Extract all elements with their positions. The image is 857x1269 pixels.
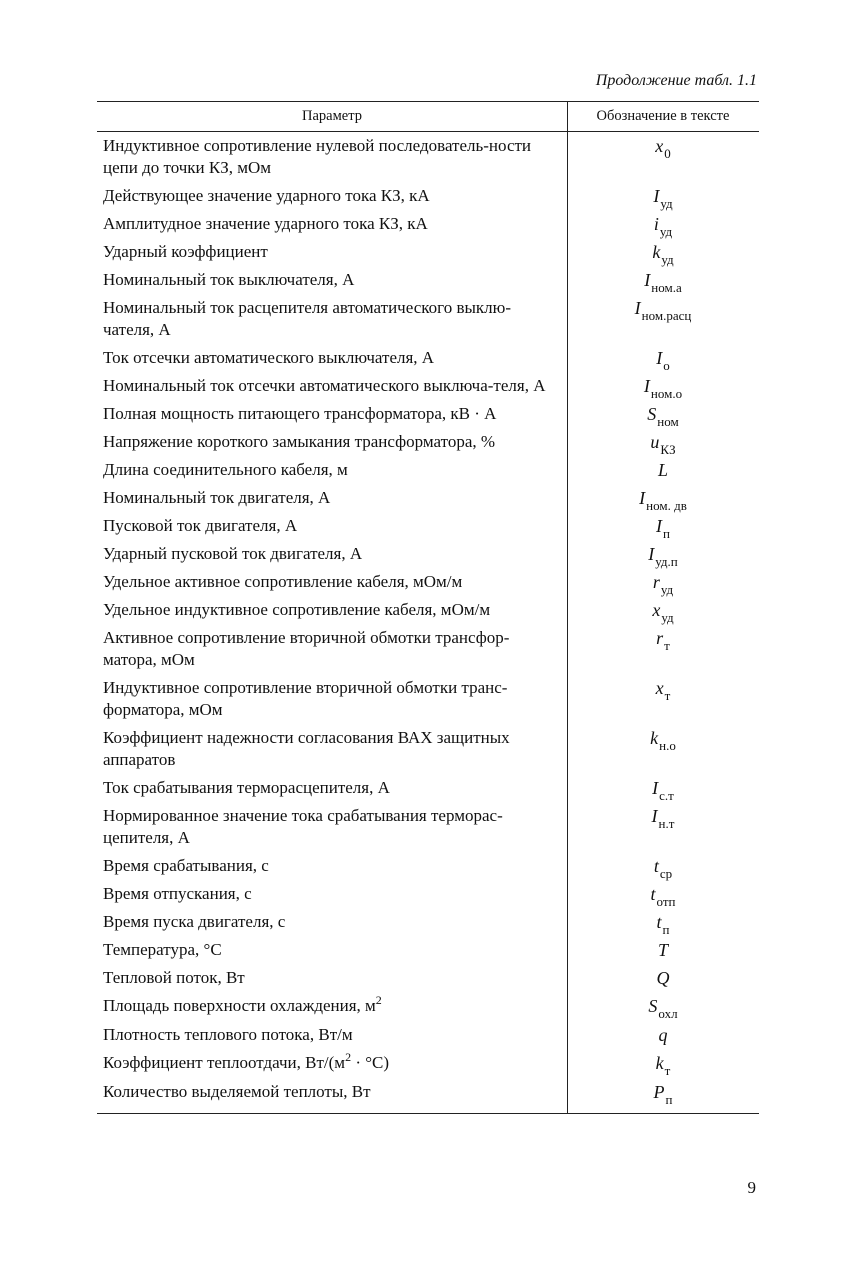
symbol	[652, 600, 674, 625]
symbol-cell	[567, 400, 759, 428]
symbol	[653, 214, 673, 239]
parameter-cell	[97, 428, 567, 456]
parameter-text: Номинальный ток двигателя, А	[103, 488, 331, 507]
symbol-cell	[567, 210, 759, 238]
symbol-subscript: охл	[658, 1006, 678, 1021]
table-row	[97, 372, 759, 400]
symbol	[634, 298, 692, 323]
symbol-cell	[567, 182, 759, 210]
symbol-cell	[567, 908, 759, 936]
symbol-cell	[567, 724, 759, 774]
parameter-cell	[97, 880, 567, 908]
symbol-subscript: с.т	[659, 788, 674, 803]
parameter-text: Индуктивное сопротивление вторичной обмотки транс-форматора, мОм	[103, 678, 508, 719]
parameter-cell	[97, 724, 567, 774]
parameter-text: Время пуска двигателя, с	[103, 912, 286, 931]
symbol-cell	[567, 852, 759, 880]
table-row	[97, 238, 759, 266]
symbol-subscript: уд.п	[655, 554, 678, 569]
symbol-cell	[567, 456, 759, 484]
symbol-base: I	[634, 298, 641, 318]
symbol	[655, 678, 671, 703]
table-body	[97, 132, 759, 1113]
parameter-cell	[97, 802, 567, 852]
table-row	[97, 484, 759, 512]
symbol-base: I	[653, 186, 660, 206]
parameter-text: Плотность теплового потока, Вт/м	[103, 1025, 353, 1044]
parameter-text: Ток отсечки автоматического выключателя, А	[103, 348, 435, 367]
symbol	[659, 1025, 668, 1045]
parameter-cell	[97, 596, 567, 624]
symbol-subscript: уд	[661, 252, 674, 267]
symbol-cell	[567, 568, 759, 596]
table-row	[97, 724, 759, 774]
parameter-text: Температура, °С	[103, 940, 222, 959]
parameter-cell	[97, 540, 567, 568]
symbol-subscript: уд	[660, 582, 674, 597]
parameter-text: Удельное индуктивное сопротивление кабеля, мОм/м	[103, 600, 491, 619]
symbol-cell	[567, 132, 759, 182]
parameter-superscript: 2	[345, 1050, 352, 1064]
table-row	[97, 1049, 759, 1078]
symbol-cell	[567, 372, 759, 400]
table-continuation-caption: Продолжение табл. 1.1	[595, 72, 757, 89]
parameter-cell	[97, 182, 567, 210]
symbol	[650, 432, 676, 457]
parameter-text: Время отпускания, с	[103, 884, 252, 903]
parameter-cell	[97, 624, 567, 674]
parameter-cell	[97, 1078, 567, 1113]
parameter-cell	[97, 908, 567, 936]
table-row	[97, 210, 759, 238]
parameter-text: Амплитудное значение ударного тока КЗ, кА	[103, 214, 428, 233]
symbol-base: k	[650, 728, 659, 748]
parameter-cell	[97, 266, 567, 294]
symbol-base: q	[658, 1025, 668, 1045]
parameter-text: Коэффициент надежности согласования ВАХ защитных аппаратов	[103, 728, 510, 769]
symbol	[648, 996, 678, 1021]
table-row	[97, 802, 759, 852]
parameter-text: Номинальный ток отсечки автоматического выключа-теля, А	[103, 376, 546, 395]
table-row	[97, 852, 759, 880]
symbol-subscript: уд	[659, 224, 673, 239]
symbol	[657, 968, 670, 988]
symbol-base: Q	[656, 968, 670, 988]
symbol-subscript: т	[664, 1063, 671, 1078]
parameter-cell	[97, 238, 567, 266]
parameter-text: Ударный пусковой ток двигателя, А	[103, 544, 363, 563]
symbol-cell	[567, 1021, 759, 1049]
symbol-base: I	[652, 778, 659, 798]
symbol-cell	[567, 674, 759, 724]
symbol-subscript: о	[663, 358, 670, 373]
parameter-text: Ток срабатывания терморасцепителя, А	[103, 778, 390, 797]
symbol-subscript: уд	[660, 196, 673, 211]
header-parameter: Параметр	[302, 108, 362, 124]
table-row	[97, 992, 759, 1021]
symbol-subscript: ср	[659, 866, 673, 881]
table-row	[97, 936, 759, 964]
parameter-text: Номинальный ток выключателя, А	[103, 270, 355, 289]
table-row	[97, 568, 759, 596]
symbol-subscript: п	[665, 1092, 673, 1107]
symbol	[656, 348, 670, 373]
symbol-cell	[567, 484, 759, 512]
symbol-base: I	[643, 376, 650, 396]
parameter-cell	[97, 294, 567, 344]
symbol-subscript: н.т	[658, 816, 675, 831]
parameter-text: Длина соединительного кабеля, м	[103, 460, 348, 479]
symbol-subscript: ном.о	[650, 386, 683, 401]
symbol	[653, 856, 673, 881]
symbol-base: L	[657, 460, 668, 480]
symbol-cell	[567, 936, 759, 964]
parameter-cell	[97, 132, 567, 182]
symbol-subscript: ном.расц	[641, 308, 692, 323]
symbol	[653, 1082, 673, 1107]
symbol-cell	[567, 540, 759, 568]
symbol-cell	[567, 992, 759, 1021]
symbol-base: P	[653, 1082, 665, 1102]
symbol-subscript: ном.а	[651, 280, 682, 295]
symbol-base: t	[653, 856, 659, 876]
symbol-base: i	[653, 214, 659, 234]
parameter-text: Полная мощность питающего трансформатора, кВ · А	[103, 404, 497, 423]
table-row	[97, 908, 759, 936]
table-row	[97, 182, 759, 210]
parameter-cell	[97, 936, 567, 964]
parameter-table	[97, 101, 759, 1114]
symbol-subscript: 0	[664, 146, 671, 161]
symbol-subscript: отп	[656, 894, 676, 909]
parameter-text: Коэффициент теплоотдачи, Вт/(м	[103, 1053, 346, 1072]
parameter-cell	[97, 992, 567, 1021]
parameter-text: Удельное активное сопротивление кабеля, мОм/м	[103, 572, 463, 591]
parameter-text: Действующее значение ударного тока КЗ, кА	[103, 186, 430, 205]
parameter-cell	[97, 400, 567, 428]
table-row	[97, 674, 759, 724]
parameter-cell	[97, 1021, 567, 1049]
symbol-subscript: уд	[661, 610, 674, 625]
symbol-base: I	[656, 516, 663, 536]
parameter-cell	[97, 852, 567, 880]
table-row	[97, 596, 759, 624]
symbol-base: T	[657, 940, 668, 960]
symbol-base: I	[648, 544, 655, 564]
table-row	[97, 964, 759, 992]
symbol-base: I	[644, 270, 651, 290]
symbol-base: x	[655, 136, 664, 156]
symbol	[652, 572, 674, 597]
parameter-text: Индуктивное сопротивление нулевой последователь-ности цепи до точки КЗ, мОм	[103, 136, 532, 177]
symbol	[655, 1053, 671, 1078]
symbol-base: I	[639, 488, 646, 508]
symbol-base: I	[656, 348, 663, 368]
symbol	[652, 242, 674, 267]
symbol	[655, 136, 671, 161]
table-row	[97, 456, 759, 484]
parameter-cell	[97, 512, 567, 540]
symbol-subscript: КЗ	[660, 442, 676, 457]
symbol-cell	[567, 428, 759, 456]
parameter-text: Площадь поверхности охлаждения, м	[103, 996, 376, 1015]
symbol-base: x	[655, 678, 664, 698]
symbol-cell	[567, 344, 759, 372]
table-row	[97, 132, 759, 182]
parameter-cell	[97, 344, 567, 372]
symbol	[658, 460, 668, 480]
table-row	[97, 400, 759, 428]
table-row	[97, 266, 759, 294]
symbol-base: u	[650, 432, 660, 452]
parameter-cell	[97, 456, 567, 484]
symbol	[644, 270, 682, 295]
table-row	[97, 512, 759, 540]
symbol-base: r	[656, 628, 664, 648]
symbol-cell	[567, 802, 759, 852]
table-row	[97, 540, 759, 568]
symbol-cell	[567, 512, 759, 540]
table-header	[97, 102, 759, 132]
header-symbol: Обозначение в тексте	[596, 108, 730, 124]
parameter-cell	[97, 774, 567, 802]
parameter-text: Нормированное значение тока срабатывания терморас-цепителя, А	[103, 806, 503, 847]
parameter-cell	[97, 484, 567, 512]
table-row	[97, 428, 759, 456]
parameter-text: Тепловой поток, Вт	[103, 968, 245, 987]
table-row	[97, 774, 759, 802]
table-row	[97, 880, 759, 908]
symbol	[656, 912, 670, 937]
parameter-text-suffix: · °С)	[351, 1053, 390, 1072]
symbol-base: S	[648, 996, 658, 1016]
symbol-base: x	[652, 600, 661, 620]
table-row	[97, 1078, 759, 1113]
symbol-cell	[567, 880, 759, 908]
symbol	[651, 806, 675, 831]
parameter-text: Пусковой ток двигателя, А	[103, 516, 298, 535]
symbol-base: r	[652, 572, 660, 592]
symbol-subscript: н.о	[659, 738, 676, 753]
symbol-cell	[567, 596, 759, 624]
column-divider	[567, 102, 568, 1113]
symbol-subscript: п	[663, 526, 670, 541]
symbol	[650, 728, 676, 753]
symbol	[656, 628, 670, 653]
symbol	[639, 488, 687, 513]
parameter-text: Напряжение короткого замыкания трансформатора, %	[103, 432, 496, 451]
symbol	[658, 940, 668, 960]
symbol-cell	[567, 294, 759, 344]
symbol-cell	[567, 964, 759, 992]
symbol	[650, 884, 676, 909]
parameter-cell	[97, 372, 567, 400]
symbol-subscript: п	[662, 922, 670, 937]
parameter-text: Номинальный ток расцепителя автоматического выклю-чателя, А	[103, 298, 511, 339]
symbol-cell	[567, 774, 759, 802]
parameter-text: Ударный коэффициент	[103, 242, 268, 261]
symbol-base: S	[647, 404, 657, 424]
symbol-cell	[567, 624, 759, 674]
parameter-text: Количество выделяемой теплоты, Вт	[103, 1082, 371, 1101]
parameter-cell	[97, 674, 567, 724]
symbol-subscript: ном	[657, 414, 679, 429]
symbol-cell	[567, 238, 759, 266]
parameter-cell	[97, 1049, 567, 1078]
table-row	[97, 344, 759, 372]
symbol-base: t	[650, 884, 656, 904]
parameter-cell	[97, 568, 567, 596]
symbol-cell	[567, 266, 759, 294]
symbol-base: I	[651, 806, 658, 826]
parameter-cell	[97, 964, 567, 992]
symbol-base: t	[656, 912, 662, 932]
symbol	[647, 404, 679, 429]
page-number: 9	[747, 1178, 756, 1197]
symbol-subscript: т	[664, 688, 671, 703]
parameter-cell	[97, 210, 567, 238]
symbol	[653, 186, 673, 211]
symbol-base: k	[655, 1053, 664, 1073]
table-row	[97, 294, 759, 344]
symbol	[648, 544, 678, 569]
parameter-superscript: 2	[375, 993, 382, 1007]
symbol	[643, 376, 683, 401]
symbol-subscript: т	[664, 638, 670, 653]
parameter-text: Время срабатывания, с	[103, 856, 269, 875]
symbol	[656, 516, 670, 541]
symbol-subscript: ном. дв	[646, 498, 687, 513]
symbol	[652, 778, 674, 803]
parameter-text: Активное сопротивление вторичной обмотки трансфор-матора, мОм	[103, 628, 510, 669]
table-row	[97, 624, 759, 674]
symbol-base: k	[652, 242, 661, 262]
symbol-cell	[567, 1078, 759, 1113]
table-row	[97, 1021, 759, 1049]
symbol-cell	[567, 1049, 759, 1078]
